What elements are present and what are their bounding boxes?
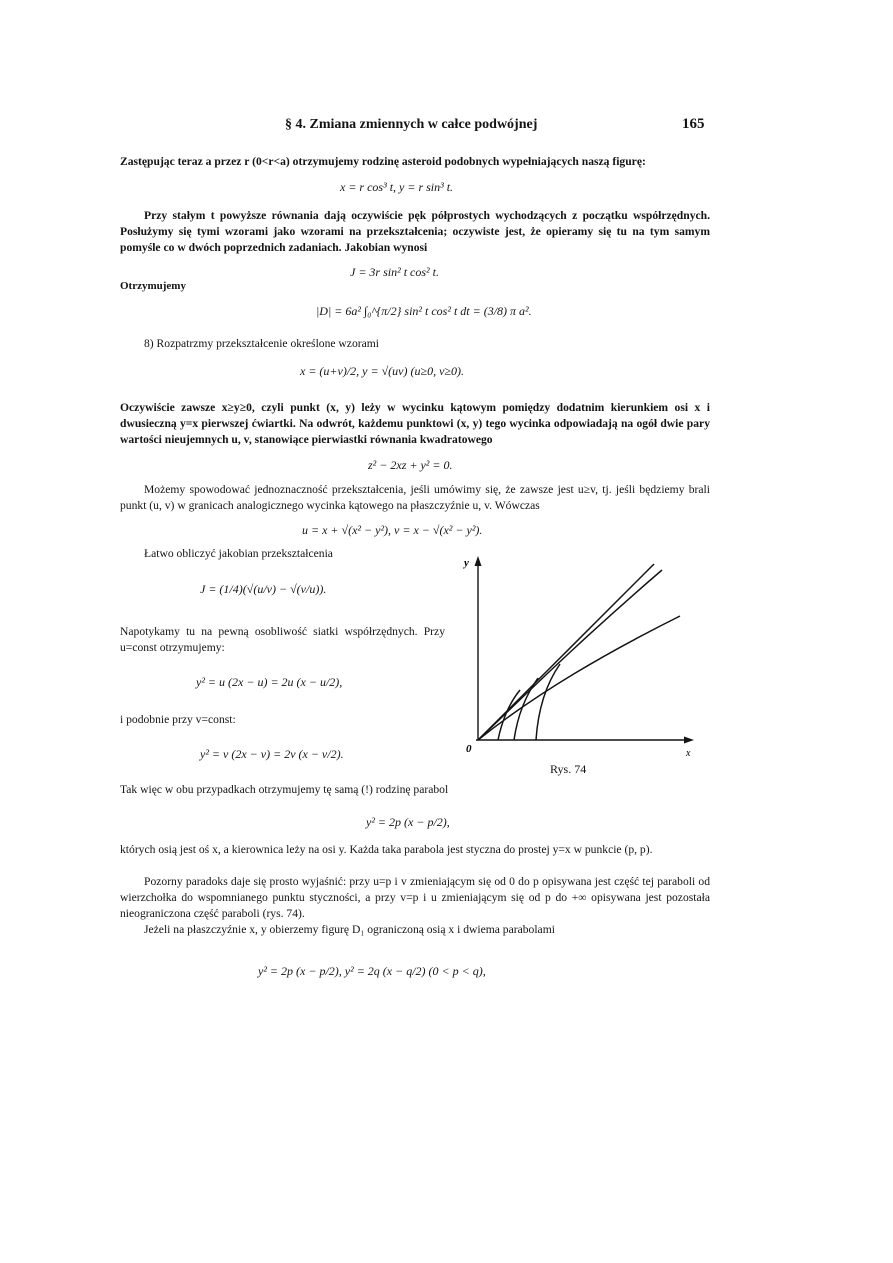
- paragraph-9: Tak więc w obu przypadkach otrzymujemy tę samą (!) rodzinę parabol: [120, 783, 449, 796]
- equation-1: x = r cos³ t, y = r sin³ t.: [340, 180, 454, 194]
- tangent-curve-lower: [478, 616, 680, 740]
- figure-caption: Rys. 74: [550, 762, 587, 776]
- paragraph-7: Napotykamy tu na pewną osobliwość siatki współrzędnych. Przy u=const otrzymujemy:: [120, 625, 445, 654]
- page-number: 165: [682, 116, 705, 132]
- equation-6: u = x + √(x² − y²), v = x − √(x² − y²).: [302, 523, 483, 537]
- equation-8: y² = u (2x − u) = 2u (x − u/2),: [196, 675, 343, 689]
- equation-2: J = 3r sin² t cos² t.: [350, 265, 439, 279]
- parabola-1: [498, 690, 520, 740]
- paragraph-5: Możemy spowodować jednoznaczność przekształcenia, jeśli umówimy się, że zawsze jest u≥v, tj. jeśli będziemy brali punkt (u, v) w granicach analogicznego wycinka kątowego na płaszczyźnie u, v. Wówczas: [120, 483, 710, 512]
- equation-7: J = (1/4)(√(u/v) − √(v/u)).: [200, 582, 327, 596]
- paragraph-11: Pozorny paradoks daje się prosto wyjaśnić: przy u=p i v zmieniającym się od 0 do p opisywana jest część tej paraboli od wierzchołka do wspomnianego punktu styczności, a przy v=p i u zmieniającym się od p do +∞ opisywana jest pozostała nieograniczona część paraboli (rys. 74).: [120, 875, 710, 920]
- x-axis: [476, 737, 694, 744]
- parabola-family: [478, 564, 680, 740]
- y-axis: [475, 556, 482, 740]
- parabola-3: [536, 664, 560, 740]
- running-header: § 4. Zmiana zmiennych w całce podwójnej: [285, 117, 538, 132]
- figure-74: [448, 552, 708, 792]
- line-y-equals-x: [478, 564, 654, 740]
- equation-11: y² = 2p (x − p/2), y² = 2q (x − q/2) (0 < p < q),: [258, 964, 486, 978]
- paragraph-3: 8) Rozpatrzmy przekształcenie określone wzorami: [144, 337, 379, 350]
- paragraph-2: Przy stałym t powyższe równania dają oczywiście pęk półprostych wychodzących z początku współrzędnych. Posłużymy się tymi wzorami jako wzorami na przekształcenia; oczywiste jest, że opieramy się tu na tym samym pomyśle co w dwóch poprzednich zadaniach. Jakobian wynosi: [120, 209, 710, 254]
- equation-4: x = (u+v)/2, y = √(uv) (u≥0, v≥0).: [300, 364, 464, 378]
- paragraph-6: Łatwo obliczyć jakobian przekształcenia: [144, 547, 333, 560]
- y-axis-label: y: [464, 557, 469, 569]
- parabola-2: [514, 678, 538, 740]
- equation-9: y² = v (2x − v) = 2v (x − v/2).: [200, 747, 344, 761]
- paragraph-4: Oczywiście zawsze x≥y≥0, czyli punkt (x, y) leży w wycinku kątowym pomiędzy dodatnim kierunkiem osi x i dwusieczną y=x pierwszej ćwiartki. Na odwrót, każdemu punktowi (x, y) tego wycinka odpowiadają na ogół dwie pary wartości nieujemnych u, v, stanowiące pierwiastki równania kwadratowego: [120, 401, 710, 446]
- equation-3: |D| = 6a² ∫₀^{π/2} sin² t cos² t dt = (3/8) π a².: [316, 304, 532, 318]
- paragraph-1: Zastępując teraz a przez r (0<r<a) otrzymujemy rodzinę asteroid podobnych wypełniających naszą figurę:: [120, 155, 646, 168]
- equation-5: z² − 2xz + y² = 0.: [368, 458, 453, 472]
- paragraph-12: Jeżeli na płaszczyźnie x, y obierzemy figurę D₁ ograniczoną osią x i dwiema parabolami: [144, 923, 555, 936]
- origin-label: 0: [466, 743, 472, 755]
- x-axis-label: x: [686, 748, 691, 759]
- paragraph-10: których osią jest oś x, a kierownica leży na osi y. Każda taka parabola jest styczna do prostej y=x w punkcie (p, p).: [120, 843, 653, 856]
- paragraph-8: i podobnie przy v=const:: [120, 713, 236, 726]
- equation-10: y² = 2p (x − p/2),: [366, 815, 450, 829]
- label-otrzymujemy: Otrzymujemy: [120, 280, 186, 292]
